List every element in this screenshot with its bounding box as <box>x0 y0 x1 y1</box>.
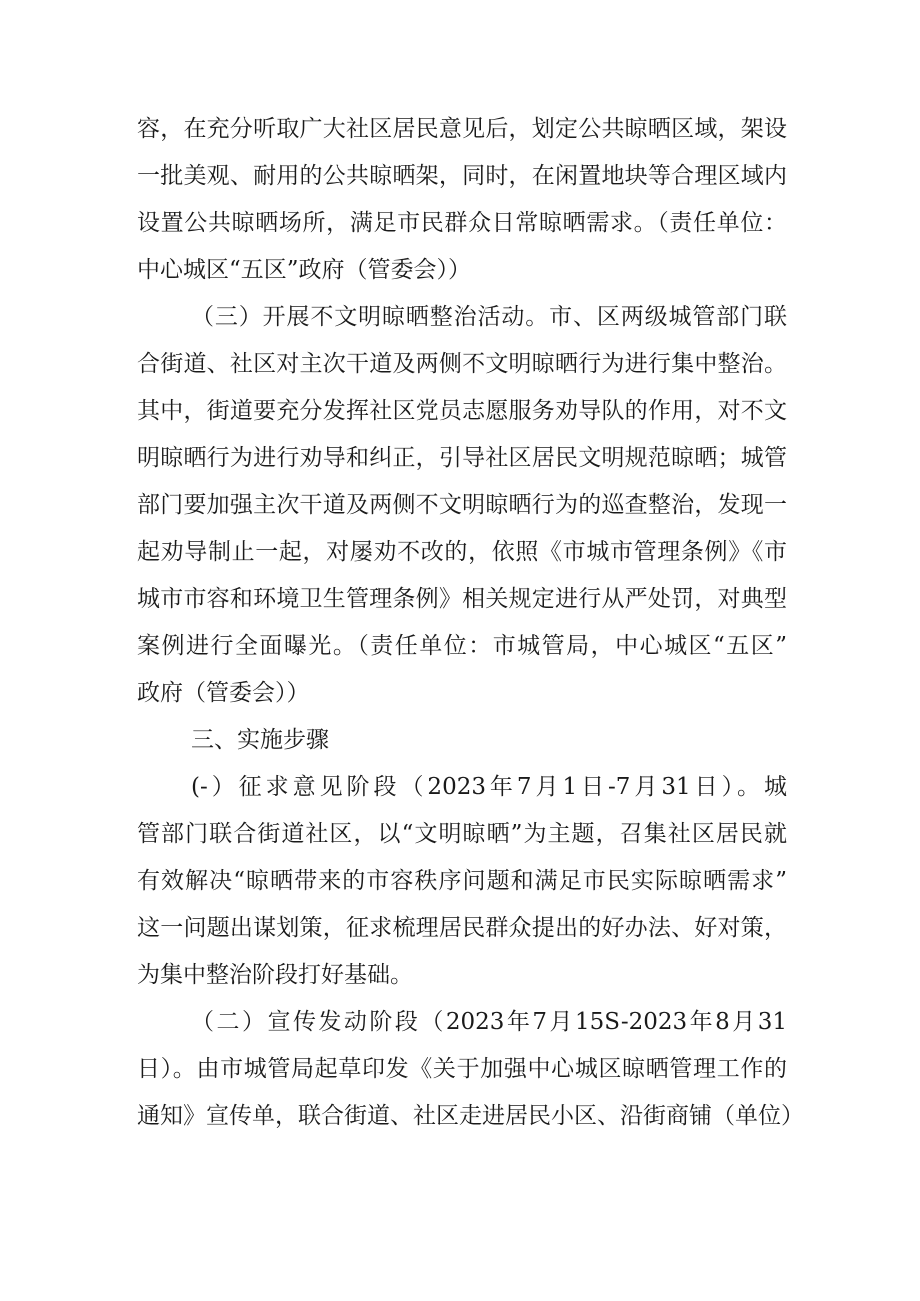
paragraph-line: （三）开展不文明晾晒整治活动。市、区两级城管部门联 <box>191 304 787 330</box>
paragraph-line: 起劝导制止一起，对屡劝不改的，依照《市城市管理条例》《市 <box>137 539 787 565</box>
paragraph-line: 通知》宣传单，联合街道、社区走进居民小区、沿街商铺（单位） <box>137 1103 804 1129</box>
paragraph-line: 城市市容和环境卫生管理条例》相关规定进行从严处罚，对典型 <box>137 586 787 612</box>
paragraph-line: 政府（管委会）） <box>137 680 310 706</box>
section-heading: 三、实施步骤 <box>191 727 329 753</box>
paragraph-line: 中心城区“五区”政府（管委会）） <box>137 257 472 283</box>
paragraph-line: 容，在充分听取广大社区居民意见后，划定公共晾晒区域，架设 <box>137 116 787 142</box>
paragraph-line: 日）。由市城管局起草印发《关于加强中心城区晾晒管理工作的 <box>137 1056 787 1082</box>
paragraph-line: 设置公共晾晒场所，满足市民群众日常晾晒需求。（责任单位： <box>137 210 787 236</box>
paragraph-line: 这一问题出谋划策，征求梳理居民群众提出的好办法、好对策， <box>137 915 787 941</box>
paragraph-line: (-）征求意见阶段（2023年7月1日-7月31日）。城 <box>191 774 787 800</box>
paragraph-line: 部门要加强主次干道及两侧不文明晾晒行为的巡查整治，发现一 <box>137 492 787 518</box>
paragraph-line: 一批美观、耐用的公共晾晒架，同时，在闲置地块等合理区域内 <box>137 163 787 189</box>
paragraph-line: 明晾晒行为进行劝导和纠正，引导社区居民文明规范晾晒；城管 <box>137 445 787 471</box>
paragraph-line: 其中，街道要充分发挥社区党员志愿服务劝导队的作用，对不文 <box>137 398 787 424</box>
paragraph-line: （二）宣传发动阶段（2023年7月15S-2023年8月31 <box>191 1009 787 1035</box>
paragraph-line: 为集中整治阶段打好基础。 <box>137 962 413 988</box>
paragraph-line: 管部门联合街道社区，以“文明晾晒”为主题，召集社区居民就 <box>137 821 787 847</box>
paragraph-line: 案例进行全面曝光。（责任单位：市城管局，中心城区“五区” <box>137 633 787 659</box>
paragraph-line: 有效解决“晾晒带来的市容秩序问题和满足市民实际晾晒需求” <box>137 868 787 894</box>
paragraph-line: 合街道、社区对主次干道及两侧不文明晾晒行为进行集中整治。 <box>137 351 787 377</box>
document-body <box>137 106 804 1140</box>
